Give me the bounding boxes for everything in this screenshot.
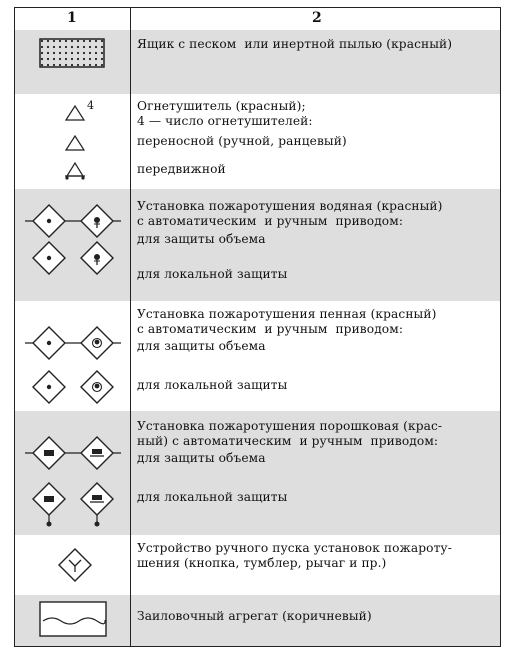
water-volume-label: для защиты объема	[137, 232, 266, 246]
wavy-rectangle-icon	[39, 601, 107, 637]
triangle-with-legs-icon	[65, 161, 85, 181]
foam-volume-label: для защиты объема	[137, 339, 266, 353]
foam-system-drive-label: с автоматическим и ручным приводом:	[137, 322, 404, 336]
legend-sheet	[4, 4, 507, 650]
dotted-rectangle-icon	[39, 38, 105, 68]
powder-local-label: для локальной защиты	[137, 490, 288, 504]
manual-start-label-2: шения (кнопка, тумблер, рычаг и пр.)	[137, 556, 387, 570]
column-divider	[130, 8, 131, 646]
extinguisher-count-marker: 4	[87, 99, 94, 112]
extinguisher-label: Огнетушитель (красный);	[137, 99, 306, 113]
extinguisher-count-label: 4 — число огнетушителей:	[137, 114, 313, 128]
row-extinguisher	[15, 94, 500, 189]
foam-system-label: Установка пожаротушения пенная (красный)	[137, 307, 437, 321]
triangle-icon	[65, 134, 85, 152]
legend-table	[14, 7, 501, 647]
row-manual-start	[15, 535, 500, 595]
powder-volume-label: для защиты объема	[137, 451, 266, 465]
powder-system-label: Установка пожаротушения порошковая (крас-	[137, 419, 443, 433]
row-foam-system	[15, 301, 500, 411]
mobile-label: передвижной	[137, 162, 226, 176]
water-system-drive-label: с автоматическим и ручным приводом:	[137, 214, 404, 228]
diamond-dot-icon	[25, 199, 121, 295]
column-number-2: 2	[312, 10, 322, 26]
column-number-1: 1	[67, 10, 77, 26]
triangle-icon	[65, 104, 85, 122]
water-local-label: для локальной защиты	[137, 267, 288, 281]
table-header	[15, 8, 500, 31]
silt-unit-label: Заиловочный агрегат (коричневый)	[137, 609, 372, 623]
row-powder-system	[15, 411, 500, 535]
foam-local-label: для локальной защиты	[137, 378, 288, 392]
diamond-dot-icon	[25, 323, 121, 409]
powder-system-drive-label: ный) с автоматическим и ручным приводом:	[137, 434, 439, 448]
water-system-label: Установка пожаротушения водяная (красный)	[137, 199, 443, 213]
diamond-y-icon	[57, 547, 93, 583]
manual-start-label: Устройство ручного пуска установок пожароту-	[137, 541, 452, 555]
row-sand-box	[15, 30, 500, 94]
row-water-system	[15, 189, 500, 301]
portable-label: переносной (ручной, ранцевый)	[137, 134, 347, 148]
diamond-bar-icon	[25, 433, 121, 529]
sand-box-label: Ящик с песком или инертной пылью (красный)	[137, 37, 453, 51]
row-silt-unit	[15, 595, 500, 646]
